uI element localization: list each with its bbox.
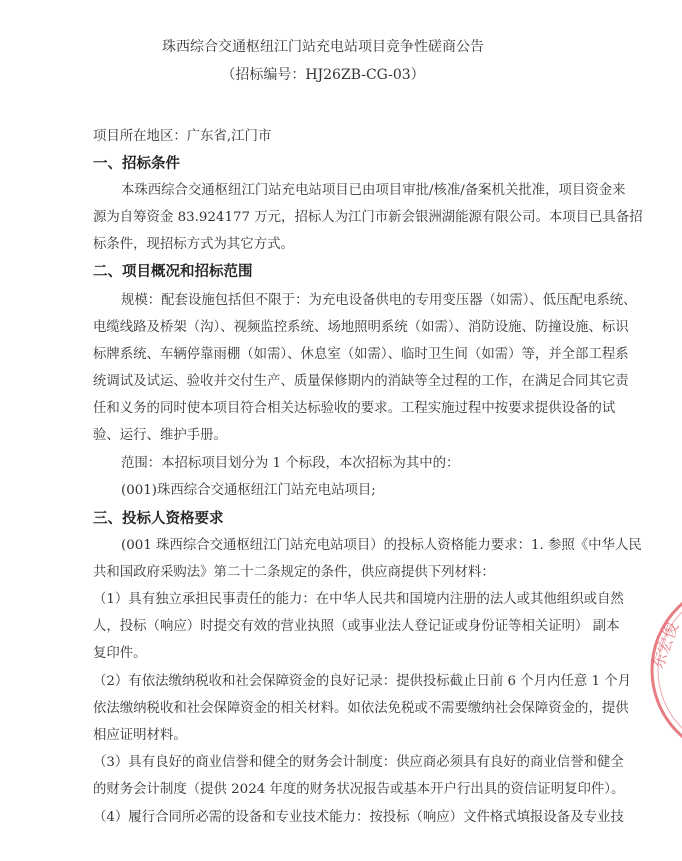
paragraph-line: 规模：配套设施包括但不限于：为充电设备供电的专用变压器（如需）、低压配电系统、	[121, 293, 637, 308]
section-heading: 三、投标人资格要求	[93, 511, 224, 527]
paragraph-line: 共和国政府采购法》第二十二条规定的条件，供应商提供下列材料：	[93, 565, 495, 580]
paragraph-line: 源为自筹资金 83.924177 万元，招标人为江门市新会银洲湖能源有限公司。本项目已具备招	[93, 210, 643, 225]
section-heading: 二、项目概况和招标范围	[93, 264, 253, 280]
document-title: 珠西综合交通枢纽江门站充电站项目竞争性磋商公告	[162, 39, 484, 55]
paragraph-line: （1）具有独立承担民事责任的能力：在中华人民共和国境内注册的法人或其他组织或自然	[93, 592, 624, 607]
company-seal-stamp	[640, 580, 682, 760]
paragraph-line: (001 珠西综合交通枢纽江门站充电站项目）的投标人资格能力要求：1. 参照《中华人民	[121, 538, 642, 553]
paragraph-line: 任和义务的同时使本项目符合相关达标验收的要求。工程实施过程中按要求提供设备的试	[93, 401, 616, 416]
paragraph-line: 统调试及试运、验收并交付生产、质量保修期内的消缺等全过程的工作，在满足合同其它责	[93, 374, 629, 389]
paragraph-line: 的财务会计制度（提供 2024 年度的财务状况报告或基本开户行出具的资信证明复印件）。	[93, 782, 625, 797]
paragraph-line: 依法缴纳税收和社会保障资金的相关材料。如依法免税或不需要缴纳社会保障资金的，提供	[93, 701, 629, 716]
project-region: 项目所在地区：广东省,江门市	[93, 129, 272, 144]
paragraph-line: 本珠西综合交通枢纽江门站充电站项目已由项目审批/核准/备案机关批准，项目资金来	[121, 183, 626, 198]
paragraph-line: 复印件。	[93, 646, 147, 661]
paragraph-line: （3）具有良好的商业信誉和健全的财务会计制度：供应商必须具有良好的商业信誉和健全	[93, 755, 624, 770]
paragraph-line: 验、运行、维护手册。	[93, 428, 227, 443]
paragraph-line: （4）履行合同所必需的设备和专业技术能力：按投标（响应）文件格式填报设备及专业技	[93, 810, 624, 825]
paragraph-line: （2）有依法缴纳税收和社会保障资金的良好记录：提供投标截止日前 6 个月内任意 1 个月	[93, 674, 632, 689]
section-heading: 一、招标条件	[93, 156, 180, 172]
paragraph-line: 电缆线路及桥架（沟）、视频监控系统、场地照明系统（如需）、消防设施、防撞设施、标识	[93, 320, 629, 335]
paragraph-line: 相应证明材料。	[93, 728, 187, 743]
paragraph-line: 范围：本招标项目划分为 1 个标段，本次招标为其中的：	[121, 456, 460, 471]
paragraph-line: 人，投标（响应）时提交有效的营业执照（或事业法人登记证或身份证等相关证明） 副本	[93, 619, 620, 634]
paragraph-line: 标条件，现招标方式为其它方式。	[93, 237, 294, 252]
paragraph-line: 标牌系统、车辆停靠雨棚（如需）、休息室（如需）、临时卫生间（如需）等，并全部工程系	[93, 347, 629, 362]
svg-text:东宏俊: 东宏俊	[647, 619, 682, 672]
bid-number: （招标编号：HJ26ZB-CG-03）	[221, 67, 425, 83]
paragraph-line: (001)珠西综合交通枢纽江门站充电站项目;	[121, 483, 376, 498]
